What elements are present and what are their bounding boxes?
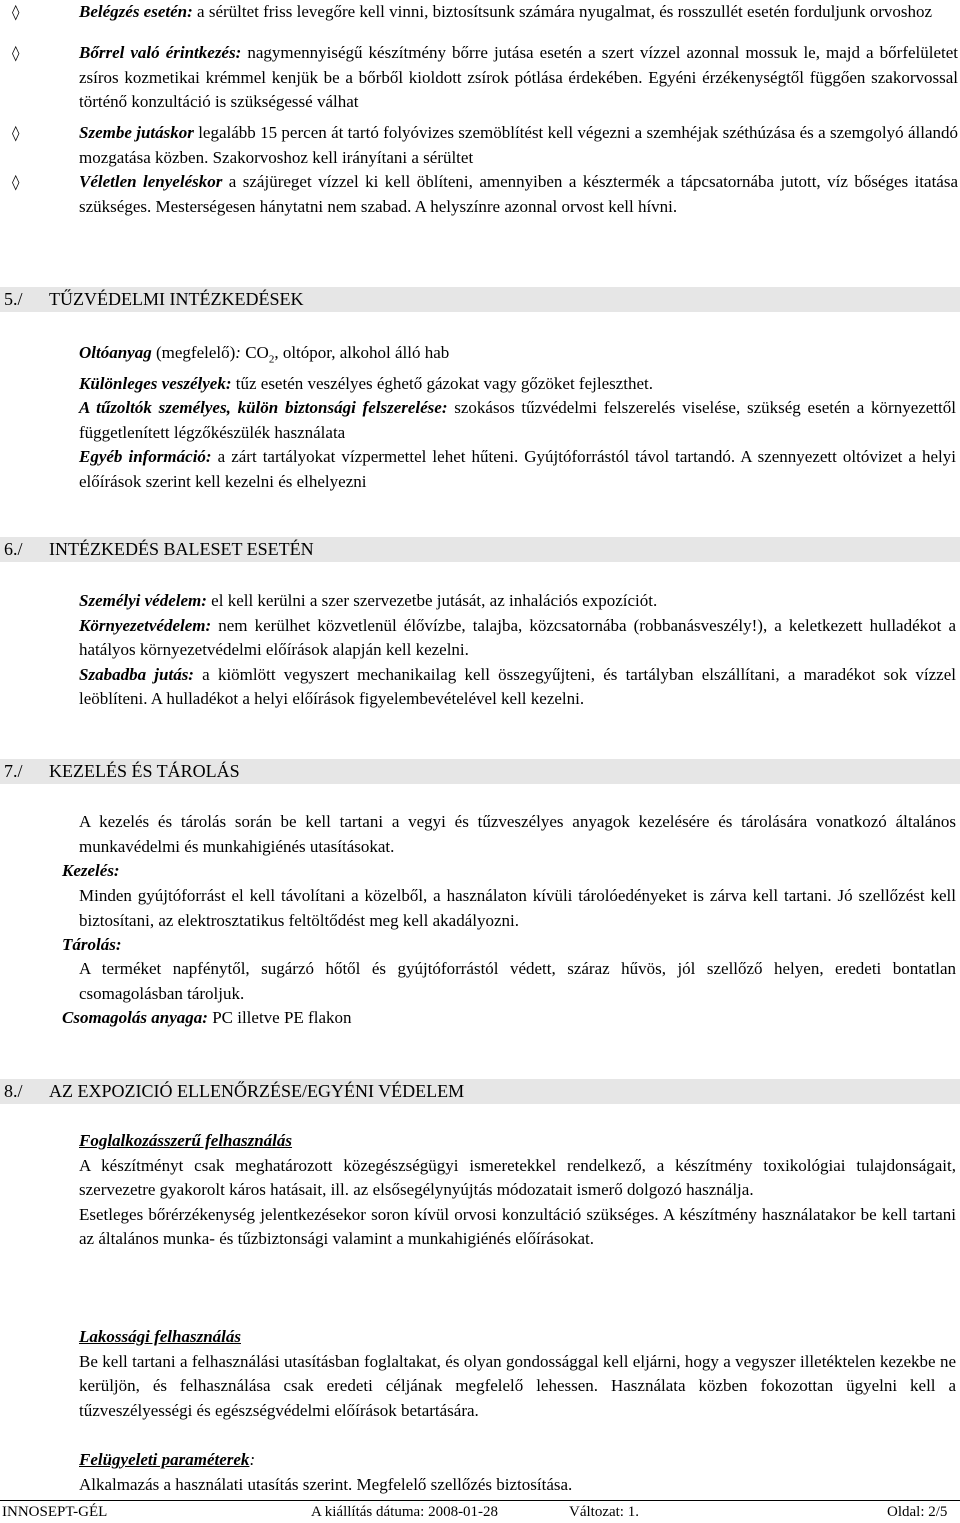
public-text: Be kell tartani a felhasználási utasításban foglaltakat, és olyan gondossággal kell eljárni, hogy a vegyszer illetéktelen kezekbe ne kerüljön, és felhasználása csak eredeti céljának megfelelő lehessen. Használata közben fokozottan ügyelni kell a tűzveszélyességi és egészségvédelmi előírások betartására. (79, 1351, 956, 1420)
section-6-number: 6./ (4, 539, 23, 559)
diamond-bullet-icon: ◊ (12, 173, 20, 191)
section-8-title: AZ EXPOZICIÓ ELLENŐRZÉSE/EGYÉNI VÉDELEM (49, 1081, 465, 1101)
section-6-title: INTÉZKEDÉS BALESET ESETÉN (49, 539, 314, 559)
occupational-heading: Foglalkozásszerű felhasználás (79, 1131, 293, 1150)
public-heading: Lakossági felhasználás (79, 1327, 241, 1346)
skin-text: nagymennyiségű készítmény bőrre jutása esetén a szert vízzel azonnal mossuk le, majd a bőrfelületet zsíros kozmetikai krémmel kenjük be a bőrből kioldott zsírok pótlása érdekében. Egyéni érzékenységtől függően szakorvossal történő konzultáció is szükségessé válhat (79, 43, 959, 111)
skin-label: Bőrrel való érintkezés: (79, 43, 242, 62)
storage-text: A terméket napfénytől, sugárzó hőtől és gyújtóforrástól védett, száraz hűvös, jól szellőző helyen, eredeti bontatlan csomagolásban tároljuk. (79, 959, 956, 1003)
handling-heading: Kezelés: (62, 861, 120, 880)
firefighter-equipment: A tűzoltók személyes, külön biztonsági felszerelése: szokásos tűzvédelmi felszerelés viselése, szükség esetén a környezettől függetlenített légzőkészülék használata (79, 398, 956, 442)
spill-release: Szabadba jutás: a kiömlött vegyszert mechanikailag kell összegyűjteni, és tartályban elszállítani, a maradékot sok vízzel leöblíteni. A hulladékot a helyi előírások figyelembevételével kell kezelni. (79, 664, 956, 708)
environmental-protection: Környezetvédelem: nem kerülhet közvetlenül élővízbe, talajba, közcsatornába (robbanásveszély!), a keletkezett hulladékot a hatályos környezetvédelmi előírások alapján kell kezelni. (79, 615, 956, 659)
monitoring-text: Alkalmazás a használati utasítás szerint. Megfelelő szellőzés biztosítása. (79, 1474, 573, 1494)
handling-text: Minden gyújtóforrást el kell távolítani a közelből, a használaton kívüli tárolóedényeket is zárva kell tartani. Jó szellőzést kell biztosítani, az elektrosztatikus feltöltődést meg kell akadályozni. (79, 886, 956, 930)
section-8-number: 8./ (4, 1081, 23, 1101)
section-5-number: 5./ (4, 289, 23, 309)
eye-text: legalább 15 percen át tartó folyóvizes szemöblítést kell végezni a szemhéjak széthúzása és a szemgolyó állandó mozgatása közben. Szakorvoshoz kell irányítani a sérültet (79, 123, 958, 167)
special-hazards: Különleges veszélyek: tűz esetén veszélyes éghető gázokat vagy gőzöket fejleszthet. (79, 373, 654, 393)
packaging-line (62, 1006, 351, 1031)
footer-version: Változat: 1. (569, 1504, 639, 1520)
diamond-bullet-icon: ◊ (12, 44, 20, 62)
footer-product: INNOSEPT-GÉL (2, 1504, 108, 1520)
section-5-header (0, 287, 960, 312)
footer-issue-date: A kiállítás dátuma: 2008-01-28 (311, 1504, 499, 1520)
personal-protection: Személyi védelem: el kell kerülni a szer szervezetbe jutását, az inhalációs expozíciót. (79, 591, 658, 610)
footer-page-number: Oldal: 2/5 (887, 1504, 948, 1520)
packaging-text: PC illetve PE flakon (207, 1008, 352, 1027)
extinguishing-media: Oltóanyag (megfelelő): $CO_2$, oltópor, alkohol álló hab (79, 343, 450, 366)
occupational-p2: Esetleges bőrérzékenység jelentkezésekor soron kívül orvosi konzultáció szükséges. A készítmény használatakor be kell tartani az általános munka- és tűzbiztonsági valamint a munkahigiénés előírásokat. (79, 1204, 956, 1248)
section-7-header (0, 759, 960, 784)
section-6-body (79, 589, 956, 712)
inhalation-label: Belégzés esetén: (79, 2, 193, 21)
section-8-occupational (79, 1129, 956, 1252)
first-aid-eye (0, 121, 958, 170)
section-8-public (79, 1325, 956, 1423)
diamond-bullet-icon: ◊ (12, 3, 20, 21)
section-7-number: 7./ (4, 761, 23, 781)
section-5-title: TŰZVÉDELMI INTÉZKEDÉSEK (49, 289, 304, 309)
eye-label: Szembe jutáskor (79, 123, 194, 142)
monitoring-heading-line: Felügyeleti paraméterek: (79, 1450, 256, 1469)
other-info: Egyéb információ: a zárt tartályokat vízpermettel lehet hűteni. Gyújtóforrástól távol tartandó. A szennyezett oltóvizet a helyi előírások szerint kell kezelni és elhelyezni (79, 447, 956, 491)
inhalation-text: a sérültet friss levegőre kell vinni, biztosítsunk számára nyugalmat, és rosszullét esetén forduljunk orvoshoz (192, 2, 933, 21)
monitoring-heading: Felügyeleti paraméterek (79, 1450, 250, 1469)
ingestion-label: Véletlen lenyeléskor (79, 172, 223, 191)
packaging-label: Csomagolás anyaga: (62, 1008, 208, 1027)
section-7-title: KEZELÉS ÉS TÁROLÁS (49, 761, 240, 781)
section-8-monitoring (79, 1448, 956, 1497)
storage-heading: Tárolás: (62, 935, 122, 954)
occupational-p1: A készítményt csak meghatározott közegészségügyi ismeretekkel rendelkező, a készítmény toxikológiai tulajdonságait, szervezetre gyakorolt káros hatásait, ill. az elsősegélynyújtás módozatait ismerő dolgozó használja. (79, 1155, 956, 1199)
first-aid-ingestion (0, 170, 958, 219)
diamond-bullet-icon: ◊ (12, 124, 20, 142)
ingestion-text: a szájüreget vízzel ki kell öblíteni, amennyiben a késztermék a tápcsatornába jutott, víz bőséges itatása szükséges. Mesterségesen hánytatni nem szabad. A helyszínre azonnal orvost kell hívni. (79, 172, 958, 216)
first-aid-inhalation (0, 0, 958, 25)
section-8-header (0, 1079, 960, 1104)
section-5-body (79, 341, 956, 494)
page-footer (0, 1500, 960, 1522)
handling-intro: A kezelés és tárolás során be kell tartani a vegyi és tűzveszélyes anyagok kezelésére és tárolására vonatkozó általános munkavédelmi és munkahigiénés utasításokat. (79, 812, 956, 856)
first-aid-skin (0, 41, 958, 115)
section-6-header (0, 537, 960, 562)
